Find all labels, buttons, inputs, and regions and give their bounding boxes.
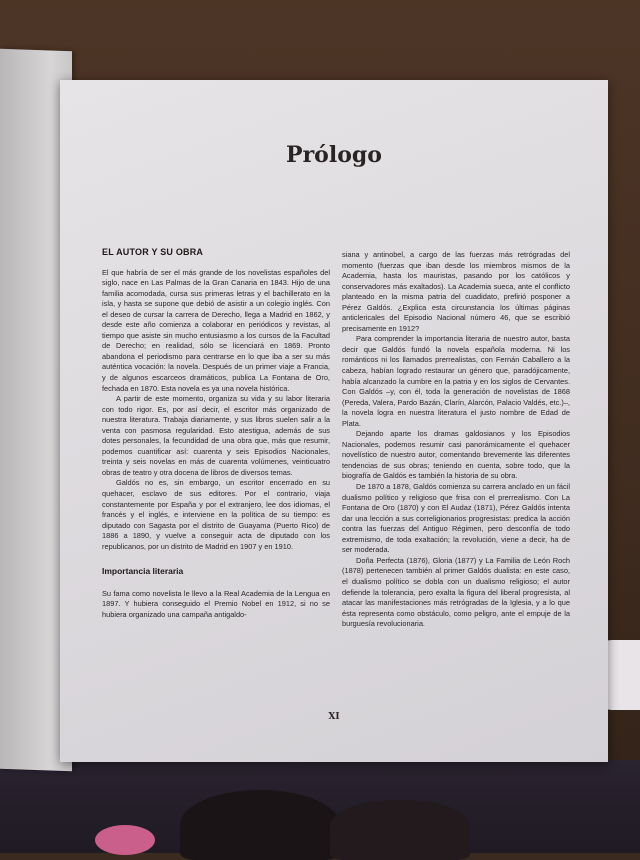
subsection-heading: Importancia literaria	[102, 566, 184, 577]
paragraph: Doña Perfecta (1876), Gloria (1877) y La Familia de León Roch (1878) pertenecen también al primer Galdós dualista: en este caso, el dualismo político se dobla con un dualismo religioso; el autor defiende la tolerancia, pero exalta la figura del liberal progresista, al atacar las manifestaciones más retrógradas de la Iglesia, y a lo que ésta representa como obstáculo, como peligro, ante el empuje de la burguesía revolucionaria.	[342, 555, 570, 629]
paragraph: Galdós no es, sin embargo, un escritor encerrado en su quehacer, esclavo de sus editores. Por el contrario, viaja constantemente por España y por el extranjero, lee dos idiomas, el francés y el inglés, e interviene en la política de su tiempo: es diputado con Sagasta por el distrito de Guayama (Puerto Rico) de 1886 a 1890, y vuelve a conseguir acta de diputado con los republicanos, por un distrito de Madrid en 1907 y en 1910.	[102, 478, 330, 551]
paragraph: Su fama como novelista le llevo a la Real Academia de la Lengua en 1897. Y hubiera conseguido el Premio Nobel en 1912, si no se hubiera organizado una campaña antigaldo-	[102, 588, 330, 619]
left-shoe	[180, 790, 340, 860]
paragraph: siana y antinobel, a cargo de las fuerzas más retrógradas del momento (fuerzas que iban desde los miembros mismos de la Academia, hasta los mauristas, pasando por los católicos y conservadores más exaltados). La Academia sueca, ante el conflicto planteado en la misma patria del cuadidato, prefirió posponer a Pérez Galdós. ¿Explica esta circunstancia los últimas páginas anticlericales del Episodio Nacional número 46, que se escribió precisamente en 1912?	[342, 250, 570, 333]
page-number: XI	[328, 712, 340, 722]
pink-object	[95, 825, 155, 855]
right-column	[342, 250, 570, 630]
book-right-page	[60, 80, 608, 762]
page-title: Prólogo	[286, 142, 382, 168]
paragraph: A partir de este momento, organiza su vida y su labor literaria con todo rigor. Es, por así decir, el escritor más organizado de nuestra literatura. Trabaja diariamente, y sus libros suelen salir a la venta con pasmosa regularidad. Esto atestigua, además de sus dotes personales, la fecundidad de una obra que, más que resumir, podemos cuantificar así: cuarenta y seis Episodios Nacionales, treinta y seis novelas en más de cuarenta volúmenes, veinticuatro obras de teatro y otra docena de libros de diversos temas.	[102, 394, 330, 477]
paragraph: Para comprender la importancia literaria de nuestro autor, basta decir que Galdós fundó la novela española moderna. Ni los románticos ni los llamados prerrealistas, con Fernán Caballero a la cabeza, habían logrado restaurar un género que, paradójicamente, había alcanzado la cumbre en la patria y en los siglos de Cervantes. Con Galdós –y, con él, toda la generación de novelistas de 1868 (Pereda, Valera, Pardo Bazán, Clarín, Alarcón, Palacio Valdés, etc.)–, la novela logra en nuestra literatura el justo nombre de Edad de Plata.	[342, 334, 570, 428]
paragraph: De 1870 a 1878, Galdós comienza su carrera anclado en un fácil dualismo político y religioso que frisa con el prerrealismo. Con La Fontana de Oro (1870) y con El Audaz (1871), Pérez Galdós intenta dar una lección a sus correligionarios progresistas: predica la acción contra las fuerzas del Antiguo Régimen, pero desconfía de todo extremismo, de toda exaltación; la revolución, viene a decir, ha de ser moderada.	[342, 482, 570, 555]
paragraph: El que habría de ser el más grande de los novelistas españoles del siglo, nace en Las Palmas de la Gran Canaria en 1843. Hijo de una familia acomodada, cursa sus primeras letras y el bachillerato en la isla, y hasta se supone que debió de asistir a un colegio inglés. Con el deseo de cursar la carrera de Derecho, llega a Madrid en 1862, y desde este año comienza a colaborar en periódicos y revistas, al tiempo que asiste sin mucho entusiasmo a los cursos de la Facultad de Derecho; en realidad, sólo se licenciará en 1869. Pronto abandona el periodismo para centrarse en lo que iba a ser su más auténtica vocación: la novela. Después de un primer viaje a Francia, y de algunos escarceos dramáticos, publica La Fontana de Oro, fechada en 1870. Esta novela es ya una novela histórica.	[102, 267, 330, 393]
right-shoe	[330, 800, 470, 860]
paragraph: Dejando aparte los dramas galdosianos y los Episodios Nacionales, podemos resumir casi panorámicamente el quehacer novelístico de nuestro autor, comentando brevemente las diferentes tendencias de sus obras; teniendo en cuenta, sobre todo, que la biografía de Galdós es también la historia de su obra.	[342, 429, 570, 481]
section-heading: EL AUTOR Y SU OBRA	[102, 247, 204, 257]
left-column	[102, 247, 330, 621]
